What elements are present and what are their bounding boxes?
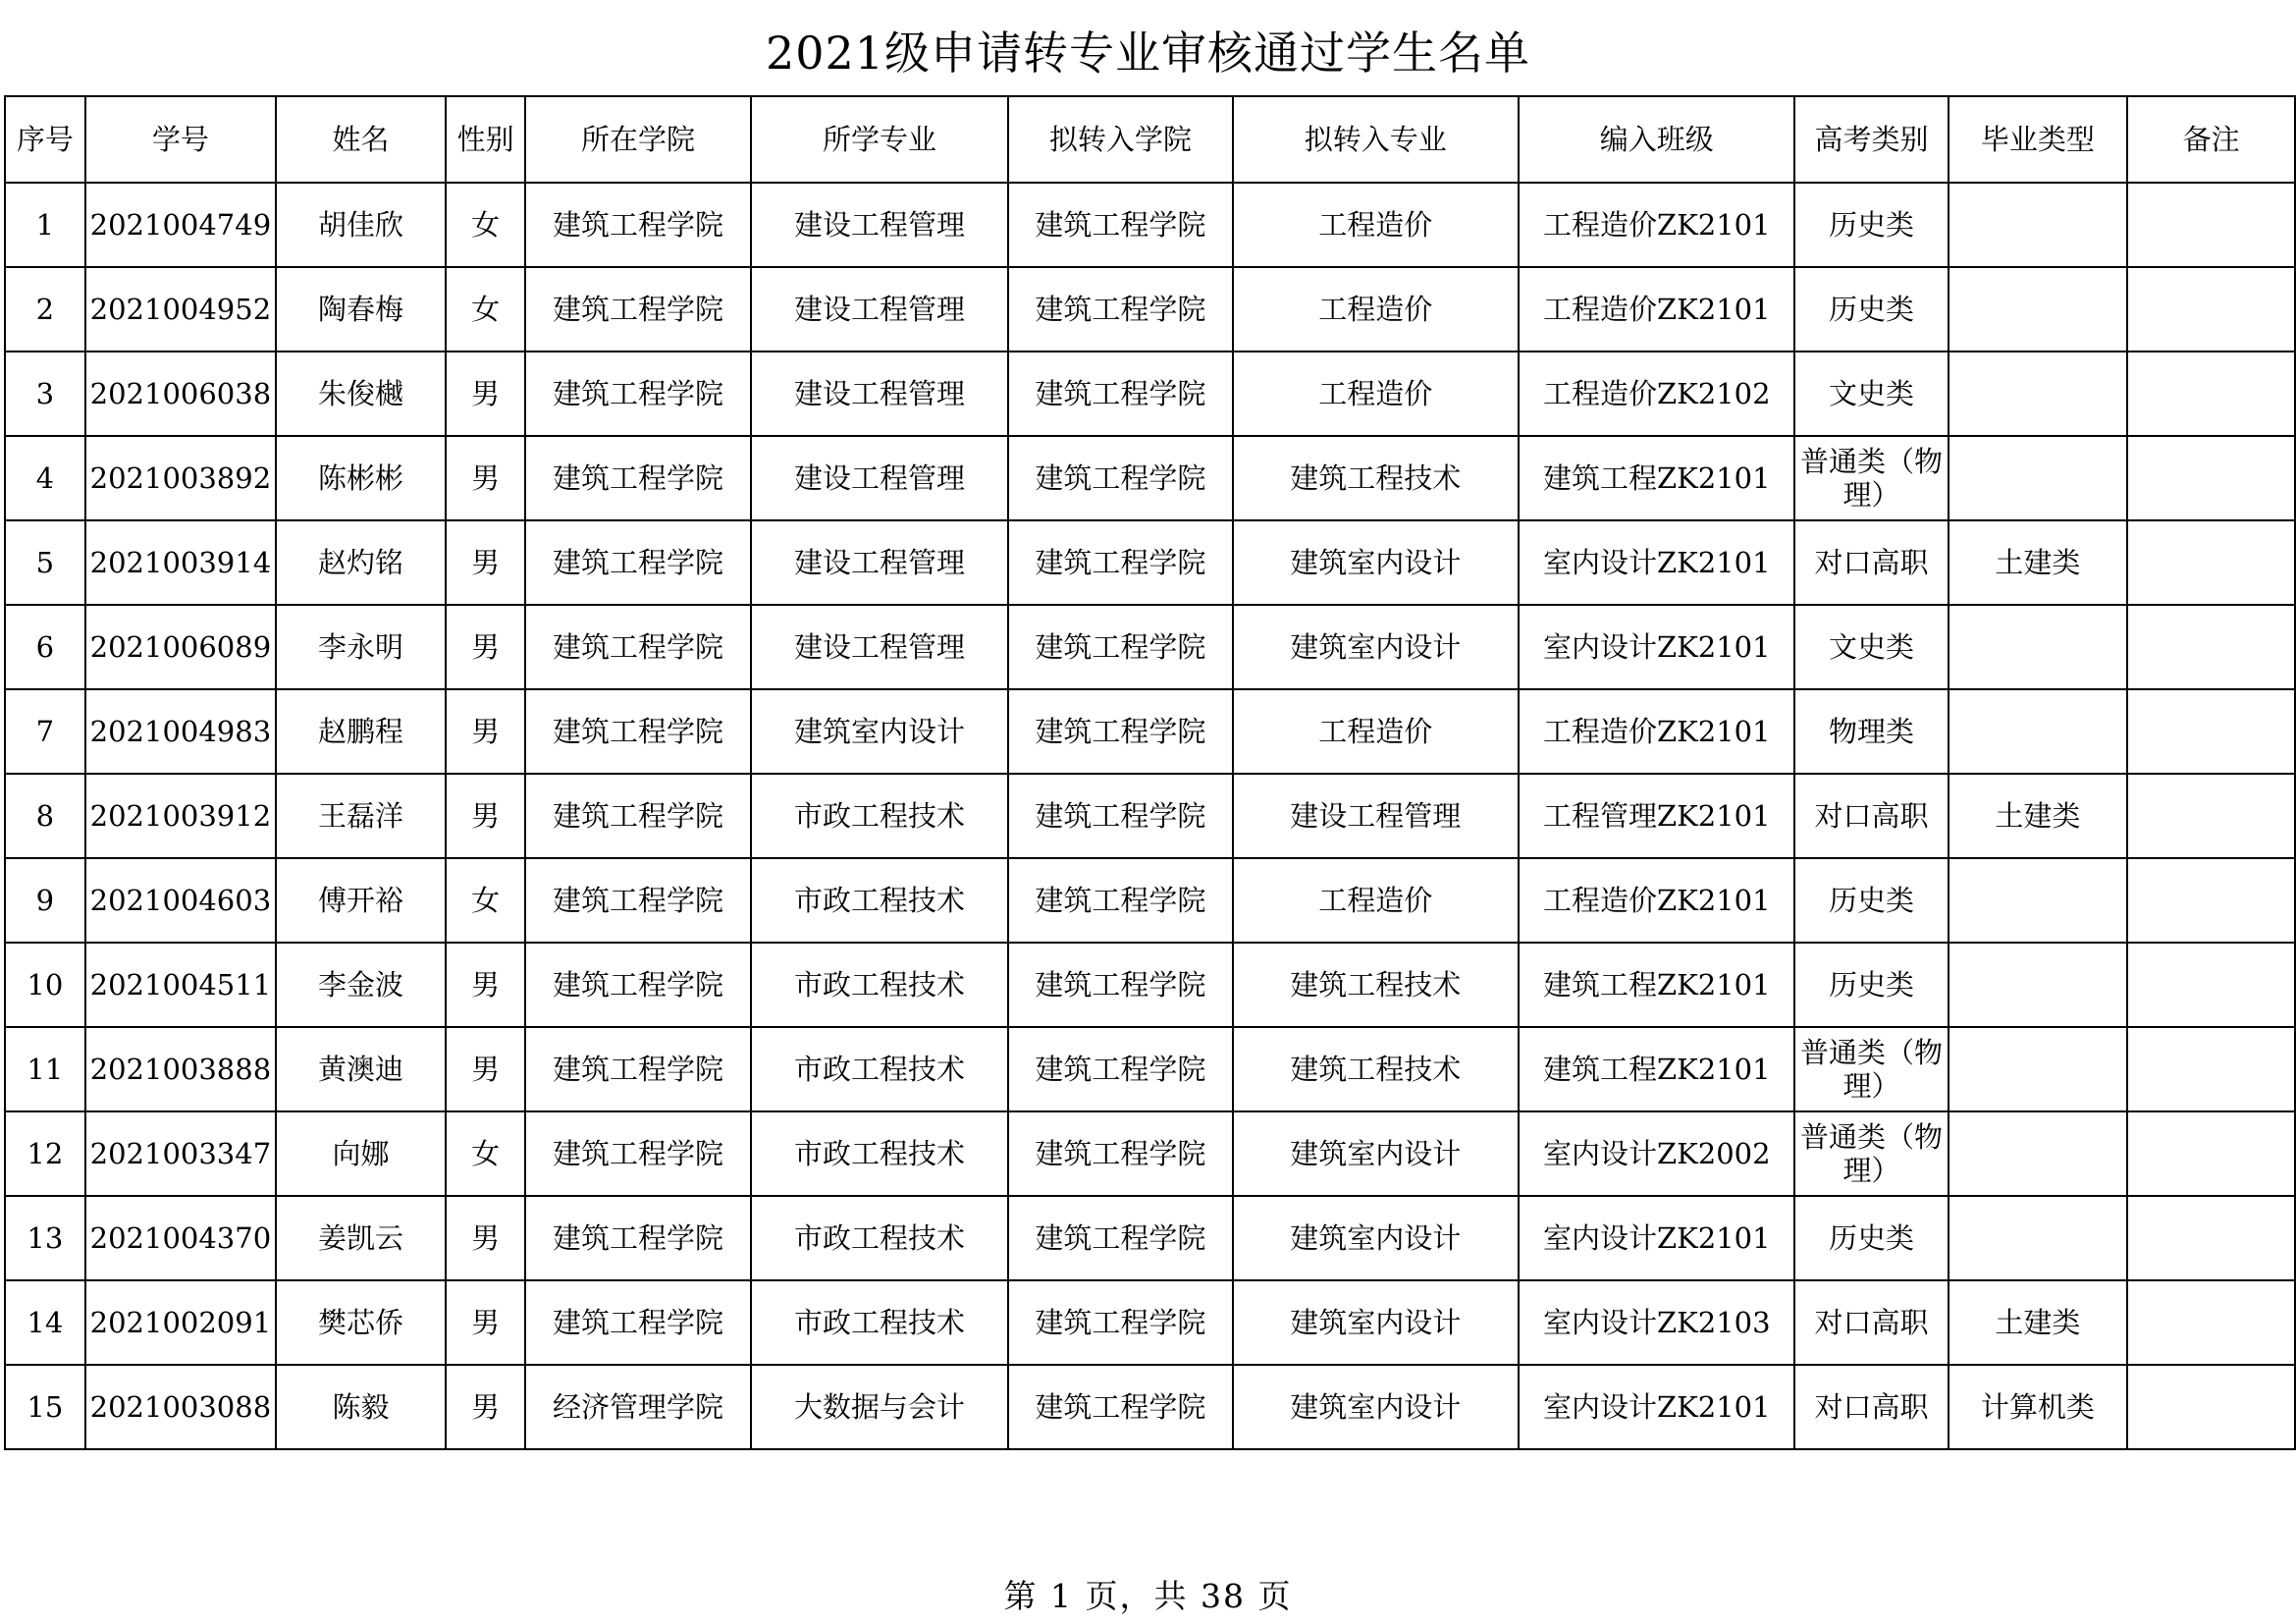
column-header-seq: 序号 [5,96,85,183]
cell-seq: 13 [5,1196,85,1280]
cell-name: 黄澳迪 [276,1027,446,1111]
cell-current-major: 市政工程技术 [751,1111,1009,1196]
cell-target-major: 工程造价 [1233,858,1520,943]
cell-target-major: 建筑工程技术 [1233,943,1520,1027]
cell-assigned-class: 建筑工程ZK2101 [1519,436,1794,520]
cell-student-id: 2021004952 [85,267,277,352]
cell-assigned-class: 室内设计ZK2101 [1519,605,1794,689]
cell-name: 陈毅 [276,1365,446,1449]
cell-target-major: 工程造价 [1233,267,1520,352]
cell-target-college: 建筑工程学院 [1008,1027,1232,1111]
cell-assigned-class: 工程造价ZK2101 [1519,267,1794,352]
cell-seq: 15 [5,1365,85,1449]
cell-exam-category: 历史类 [1794,858,1948,943]
cell-target-college: 建筑工程学院 [1008,1111,1232,1196]
cell-assigned-class: 工程造价ZK2101 [1519,183,1794,267]
cell-exam-category: 普通类（物理） [1794,1111,1948,1196]
cell-seq: 12 [5,1111,85,1196]
cell-current-major: 建设工程管理 [751,267,1009,352]
cell-current-college: 建筑工程学院 [525,267,750,352]
cell-name: 赵鹏程 [276,689,446,774]
cell-target-major: 建筑工程技术 [1233,436,1520,520]
table-row [5,1027,2295,1111]
table-row [5,1196,2295,1280]
cell-assigned-class: 室内设计ZK2002 [1519,1111,1794,1196]
cell-exam-category: 历史类 [1794,943,1948,1027]
cell-name: 李永明 [276,605,446,689]
cell-current-major: 大数据与会计 [751,1365,1009,1449]
cell-current-major: 建设工程管理 [751,520,1009,605]
cell-graduation-type [1949,689,2128,774]
cell-current-major: 建设工程管理 [751,605,1009,689]
table-row [5,352,2295,436]
cell-target-major: 建设工程管理 [1233,774,1520,858]
cell-target-college: 建筑工程学院 [1008,1196,1232,1280]
cell-graduation-type: 计算机类 [1949,1365,2128,1449]
cell-seq: 9 [5,858,85,943]
cell-current-major: 建设工程管理 [751,352,1009,436]
cell-remarks [2127,605,2295,689]
cell-student-id: 2021004983 [85,689,277,774]
cell-graduation-type [1949,183,2128,267]
cell-student-id: 2021006038 [85,352,277,436]
cell-gender: 男 [446,1280,526,1365]
cell-student-id: 2021003914 [85,520,277,605]
cell-target-major: 工程造价 [1233,689,1520,774]
cell-current-college: 建筑工程学院 [525,1280,750,1365]
cell-gender: 男 [446,352,526,436]
cell-assigned-class: 室内设计ZK2101 [1519,1196,1794,1280]
cell-gender: 男 [446,1027,526,1111]
cell-seq: 3 [5,352,85,436]
cell-name: 王磊洋 [276,774,446,858]
cell-assigned-class: 工程管理ZK2101 [1519,774,1794,858]
cell-remarks [2127,1027,2295,1111]
cell-seq: 1 [5,183,85,267]
cell-student-id: 2021002091 [85,1280,277,1365]
cell-target-college: 建筑工程学院 [1008,774,1232,858]
column-header-assigned-class: 编入班级 [1519,96,1794,183]
cell-current-major: 市政工程技术 [751,1027,1009,1111]
cell-current-major: 建设工程管理 [751,436,1009,520]
cell-current-major: 市政工程技术 [751,1280,1009,1365]
cell-assigned-class: 工程造价ZK2101 [1519,858,1794,943]
cell-graduation-type: 土建类 [1949,520,2128,605]
column-header-current-college: 所在学院 [525,96,750,183]
cell-seq: 7 [5,689,85,774]
table-row [5,183,2295,267]
cell-graduation-type: 土建类 [1949,774,2128,858]
cell-current-major: 市政工程技术 [751,1196,1009,1280]
cell-gender: 女 [446,267,526,352]
cell-graduation-type [1949,1027,2128,1111]
cell-target-major: 建筑室内设计 [1233,605,1520,689]
cell-remarks [2127,689,2295,774]
cell-target-major: 建筑室内设计 [1233,520,1520,605]
cell-student-id: 2021004511 [85,943,277,1027]
cell-remarks [2127,943,2295,1027]
cell-target-college: 建筑工程学院 [1008,520,1232,605]
cell-assigned-class: 室内设计ZK2101 [1519,1365,1794,1449]
cell-gender: 男 [446,689,526,774]
cell-target-college: 建筑工程学院 [1008,1280,1232,1365]
cell-graduation-type [1949,1196,2128,1280]
cell-current-college: 建筑工程学院 [525,1111,750,1196]
cell-current-college: 建筑工程学院 [525,183,750,267]
cell-gender: 男 [446,943,526,1027]
cell-exam-category: 对口高职 [1794,1365,1948,1449]
cell-student-id: 2021003888 [85,1027,277,1111]
cell-assigned-class: 建筑工程ZK2101 [1519,1027,1794,1111]
cell-exam-category: 普通类（物理） [1794,436,1948,520]
cell-exam-category: 普通类（物理） [1794,1027,1948,1111]
cell-exam-category: 文史类 [1794,352,1948,436]
cell-seq: 2 [5,267,85,352]
cell-seq: 4 [5,436,85,520]
cell-seq: 6 [5,605,85,689]
cell-target-major: 工程造价 [1233,183,1520,267]
cell-name: 樊芯侨 [276,1280,446,1365]
table-row [5,436,2295,520]
cell-remarks [2127,436,2295,520]
cell-remarks [2127,520,2295,605]
table-row [5,858,2295,943]
cell-assigned-class: 建筑工程ZK2101 [1519,943,1794,1027]
cell-exam-category: 对口高职 [1794,520,1948,605]
cell-student-id: 2021003892 [85,436,277,520]
column-header-current-major: 所学专业 [751,96,1009,183]
cell-target-major: 建筑室内设计 [1233,1111,1520,1196]
cell-target-college: 建筑工程学院 [1008,267,1232,352]
column-header-exam-category: 高考类别 [1794,96,1948,183]
cell-name: 赵灼铭 [276,520,446,605]
cell-student-id: 2021003088 [85,1365,277,1449]
cell-target-major: 建筑工程技术 [1233,1027,1520,1111]
cell-target-major: 建筑室内设计 [1233,1280,1520,1365]
cell-remarks [2127,1196,2295,1280]
table-row [5,520,2295,605]
cell-current-college: 经济管理学院 [525,1365,750,1449]
cell-name: 李金波 [276,943,446,1027]
cell-exam-category: 历史类 [1794,183,1948,267]
cell-gender: 女 [446,1111,526,1196]
cell-name: 姜凯云 [276,1196,446,1280]
cell-target-college: 建筑工程学院 [1008,689,1232,774]
cell-remarks [2127,183,2295,267]
cell-current-major: 市政工程技术 [751,858,1009,943]
cell-gender: 男 [446,520,526,605]
cell-seq: 5 [5,520,85,605]
cell-current-college: 建筑工程学院 [525,436,750,520]
cell-target-college: 建筑工程学院 [1008,1365,1232,1449]
cell-student-id: 2021006089 [85,605,277,689]
cell-seq: 14 [5,1280,85,1365]
column-header-gender: 性别 [446,96,526,183]
cell-student-id: 2021004603 [85,858,277,943]
cell-current-college: 建筑工程学院 [525,689,750,774]
cell-name: 朱俊樾 [276,352,446,436]
column-header-target-college: 拟转入学院 [1008,96,1232,183]
table-row [5,774,2295,858]
cell-name: 陶春梅 [276,267,446,352]
cell-remarks [2127,352,2295,436]
column-header-remarks: 备注 [2127,96,2295,183]
cell-current-college: 建筑工程学院 [525,1196,750,1280]
cell-graduation-type [1949,352,2128,436]
column-header-graduation-type: 毕业类型 [1949,96,2128,183]
table-row [5,605,2295,689]
page-title: 2021级申请转专业审核通过学生名单 [765,27,1531,80]
cell-graduation-type [1949,436,2128,520]
table-row [5,943,2295,1027]
cell-exam-category: 历史类 [1794,267,1948,352]
cell-exam-category: 历史类 [1794,1196,1948,1280]
cell-current-major: 市政工程技术 [751,943,1009,1027]
cell-current-college: 建筑工程学院 [525,1027,750,1111]
page-number: 第 1 页，共 38 页 [1003,1577,1293,1615]
student-roster-table [4,95,2296,1450]
cell-gender: 男 [446,436,526,520]
cell-remarks [2127,1280,2295,1365]
column-header-student-id: 学号 [85,96,277,183]
cell-exam-category: 对口高职 [1794,774,1948,858]
cell-target-college: 建筑工程学院 [1008,183,1232,267]
cell-name: 胡佳欣 [276,183,446,267]
cell-remarks [2127,267,2295,352]
cell-assigned-class: 室内设计ZK2103 [1519,1280,1794,1365]
table-row [5,1280,2295,1365]
cell-gender: 男 [446,1196,526,1280]
cell-exam-category: 文史类 [1794,605,1948,689]
cell-seq: 11 [5,1027,85,1111]
cell-seq: 8 [5,774,85,858]
cell-assigned-class: 工程造价ZK2101 [1519,689,1794,774]
cell-current-college: 建筑工程学院 [525,352,750,436]
cell-seq: 10 [5,943,85,1027]
column-header-target-major: 拟转入专业 [1233,96,1520,183]
cell-graduation-type [1949,1111,2128,1196]
cell-current-college: 建筑工程学院 [525,774,750,858]
cell-name: 向娜 [276,1111,446,1196]
table-row [5,1365,2295,1449]
cell-exam-category: 对口高职 [1794,1280,1948,1365]
cell-remarks [2127,1365,2295,1449]
cell-target-major: 工程造价 [1233,352,1520,436]
cell-student-id: 2021004749 [85,183,277,267]
cell-target-college: 建筑工程学院 [1008,605,1232,689]
cell-student-id: 2021004370 [85,1196,277,1280]
cell-remarks [2127,1111,2295,1196]
table-body [5,183,2295,1449]
cell-gender: 女 [446,183,526,267]
cell-target-major: 建筑室内设计 [1233,1365,1520,1449]
table-row [5,1111,2295,1196]
cell-target-college: 建筑工程学院 [1008,943,1232,1027]
cell-remarks [2127,858,2295,943]
cell-current-major: 建筑室内设计 [751,689,1009,774]
column-header-name: 姓名 [276,96,446,183]
cell-graduation-type [1949,605,2128,689]
cell-current-major: 市政工程技术 [751,774,1009,858]
cell-current-college: 建筑工程学院 [525,605,750,689]
cell-target-college: 建筑工程学院 [1008,352,1232,436]
table-row [5,267,2295,352]
cell-graduation-type [1949,858,2128,943]
cell-current-college: 建筑工程学院 [525,520,750,605]
cell-gender: 男 [446,605,526,689]
cell-graduation-type [1949,267,2128,352]
cell-student-id: 2021003912 [85,774,277,858]
table-row [5,689,2295,774]
cell-graduation-type [1949,943,2128,1027]
cell-exam-category: 物理类 [1794,689,1948,774]
cell-target-major: 建筑室内设计 [1233,1196,1520,1280]
cell-gender: 女 [446,858,526,943]
cell-student-id: 2021003347 [85,1111,277,1196]
cell-remarks [2127,774,2295,858]
cell-gender: 男 [446,1365,526,1449]
cell-target-college: 建筑工程学院 [1008,858,1232,943]
cell-gender: 男 [446,774,526,858]
cell-assigned-class: 室内设计ZK2101 [1519,520,1794,605]
cell-graduation-type: 土建类 [1949,1280,2128,1365]
cell-target-college: 建筑工程学院 [1008,436,1232,520]
cell-current-college: 建筑工程学院 [525,858,750,943]
table-header-row [5,96,2295,183]
cell-current-college: 建筑工程学院 [525,943,750,1027]
cell-current-major: 建设工程管理 [751,183,1009,267]
cell-name: 陈彬彬 [276,436,446,520]
cell-name: 傅开裕 [276,858,446,943]
cell-assigned-class: 工程造价ZK2102 [1519,352,1794,436]
